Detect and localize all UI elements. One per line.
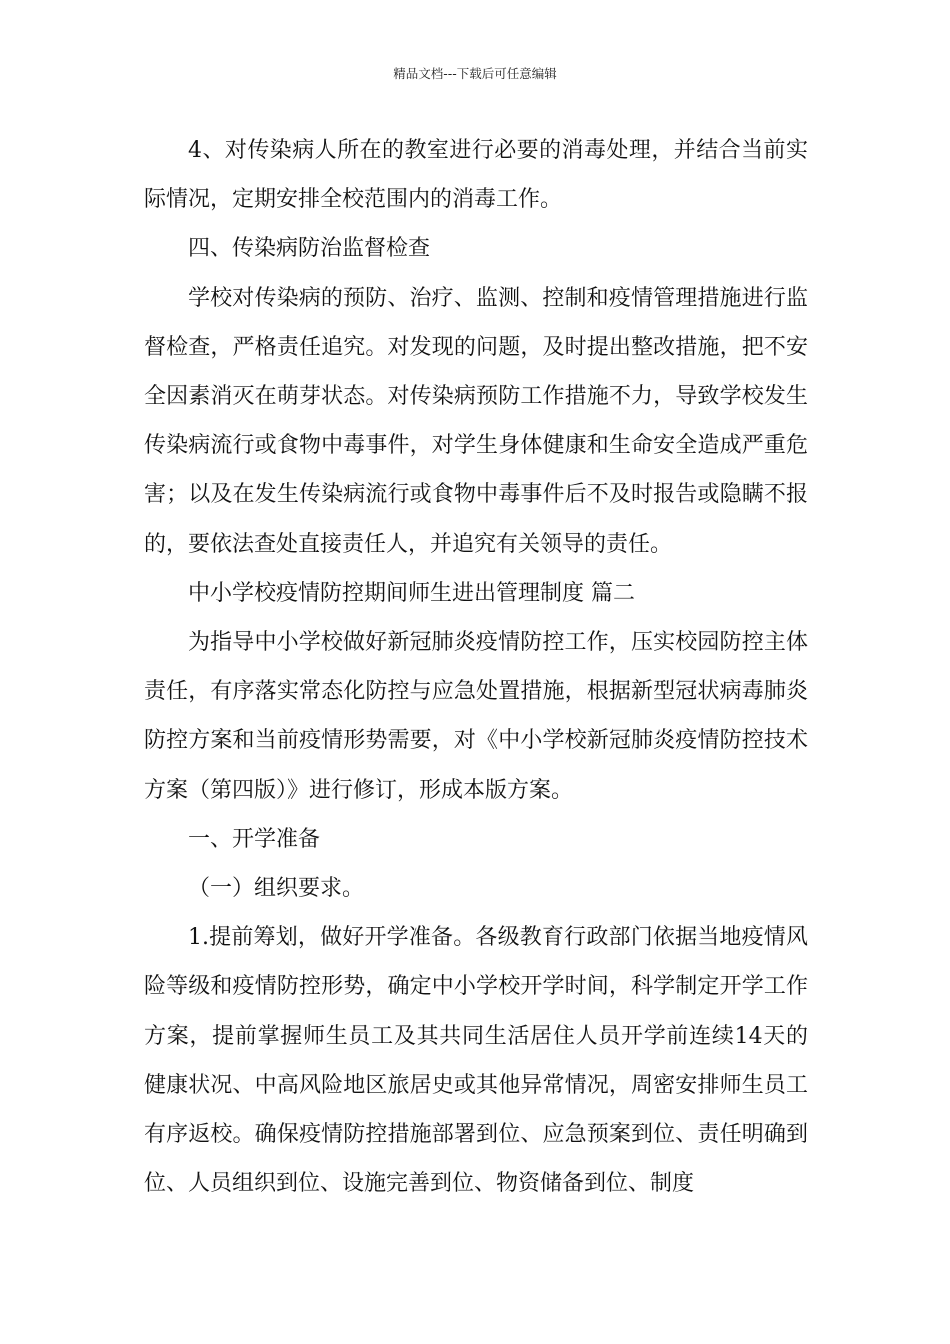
subsection-heading-organization: （一）组织要求。 bbox=[188, 876, 365, 902]
paragraph-disinfection: 4、对传染病人所在的教室进行必要的消毒处理，并结合当前实际情况，定期安排全校范围内的消毒工作。 bbox=[144, 138, 808, 213]
paragraph-supervision: 学校对传染病的预防、治疗、监测、控制和疫情管理措施进行监督检查，严格责任追究。对发现的问题，及时提出整改措施，把不安全因素消灭在萌芽状态。对传染病预防工作措施不力，导致学校发生传染病流行或食物中毒事件，对学生身体健康和生命安全造成严重危害；以及在发生传染病流行或食物中毒事件后不及时报告或隐瞒不报的，要依法查处直接责任人，并追究有关领导的责任。 bbox=[144, 285, 808, 557]
paragraph-intro: 为指导中小学校做好新冠肺炎疫情防控工作，压实校园防控主体责任，有序落实常态化防控与应急处置措施，根据新型冠状病毒肺炎防控方案和当前疫情形势需要，对《中小学校新冠肺炎疫情防控技术方案（第四版）》进行修订，形成本版方案。 bbox=[144, 630, 808, 803]
page-header: 精品文档---下载后可任意编辑 bbox=[393, 66, 557, 81]
paragraph-planning: 1.提前筹划，做好开学准备。各级教育行政部门依据当地疫情风险等级和疫情防控形势，确定中小学校开学时间，科学制定开学工作方案，提前掌握师生员工及其共同生活居住人员开学前连续14天的健康状况、中高风险地区旅居史或其他异常情况，周密安排师生员工有序返校。确保疫情防控措施部署到位、应急预案到位、责任明确到位、人员组织到位、设施完善到位、物资储备到位、制度 bbox=[144, 925, 808, 1197]
section-heading-supervision: 四、传染病防治监督检查 bbox=[188, 236, 431, 262]
document-body bbox=[144, 126, 808, 1208]
section-heading-preparation: 一、开学准备 bbox=[188, 826, 321, 852]
article-title-part-two: 中小学校疫情防控期间师生进出管理制度 篇二 bbox=[188, 580, 635, 606]
